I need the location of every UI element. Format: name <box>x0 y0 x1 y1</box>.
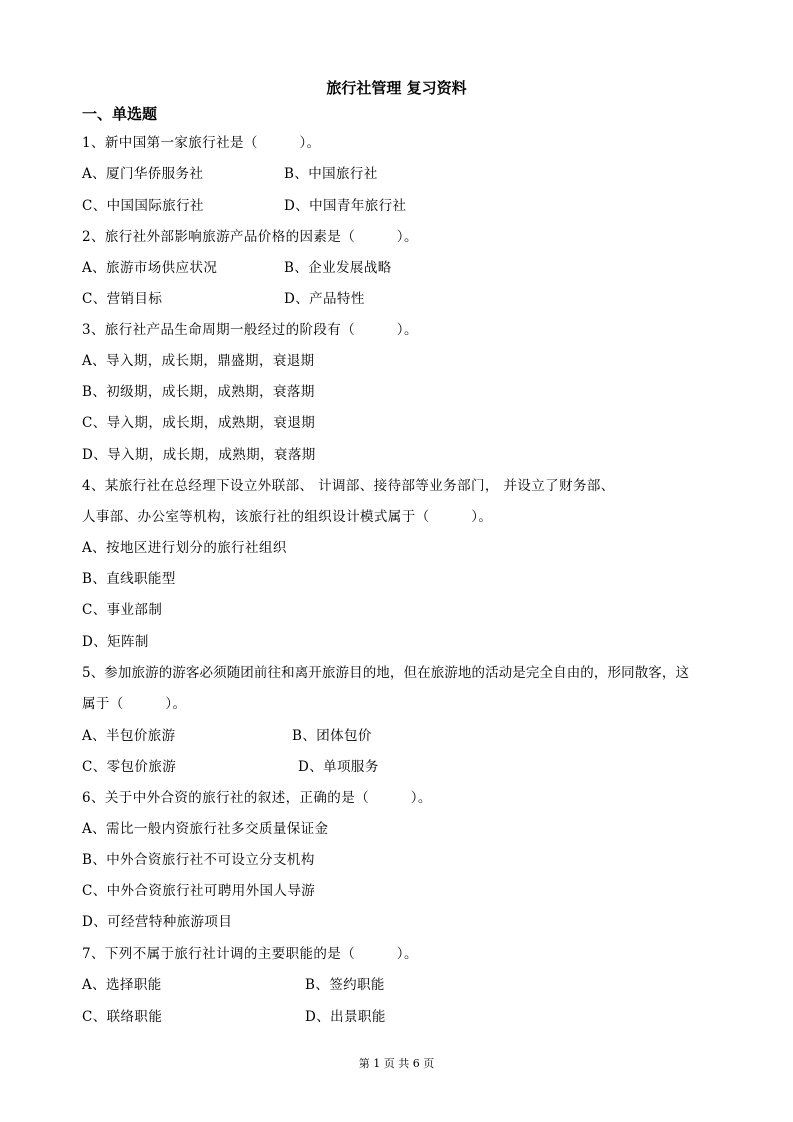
option: D、中国青年旅行社 <box>284 198 407 214</box>
section-heading: 一、单选题 <box>82 105 158 123</box>
option: C、营销目标 <box>82 291 163 307</box>
question-stem-continued: 人事部、办公室等机构，该旅行社的组织设计模式属于（ ）。 <box>82 509 493 525</box>
page-footer: 第 1 页 共 6 页 <box>358 1057 435 1070</box>
option: B、直线职能型 <box>82 571 176 587</box>
question-stem-continued: 属于（ ）。 <box>82 696 187 712</box>
question-stem: 1、新中国第一家旅行社是（ ）。 <box>82 135 321 151</box>
question-stem: 4、某旅行社在总经理下设立外联部、 计调部、接待部等业务部门， 并设立了财务部、 <box>82 478 615 494</box>
option: A、半包价旅游 <box>82 728 176 744</box>
option: D、单项服务 <box>298 759 379 775</box>
option: A、导入期，成长期，鼎盛期，衰退期 <box>82 353 315 369</box>
question-stem: 6、关于中外合资的旅行社的叙述，正确的是（ ）。 <box>82 790 432 806</box>
document-title: 旅行社管理 复习资料 <box>326 79 467 97</box>
question-stem: 2、旅行社外部影响旅游产品价格的因素是（ ）。 <box>82 229 418 245</box>
option: A、厦门华侨服务社 <box>82 166 204 182</box>
option: A、选择职能 <box>82 977 162 993</box>
question-stem: 5、参加旅游的游客必须随团前往和离开旅游目的地，但在旅游地的活动是完全自由的，形同散客，这 <box>82 665 690 681</box>
option: B、中外合资旅行社不可设立分支机构 <box>82 852 315 868</box>
option: D、导入期，成长期，成熟期，衰落期 <box>82 447 316 463</box>
option: B、团体包价 <box>292 728 372 744</box>
option: D、产品特性 <box>284 291 365 307</box>
option: B、中国旅行社 <box>284 166 378 182</box>
option: C、零包价旅游 <box>82 759 177 775</box>
option: C、中国国际旅行社 <box>82 198 204 214</box>
question-stem: 3、旅行社产品生命周期一般经过的阶段有（ ）。 <box>82 322 418 338</box>
option: A、需比一般内资旅行社多交质量保证金 <box>82 821 329 837</box>
option: A、按地区进行划分的旅行社组织 <box>82 540 287 556</box>
question-stem: 7、下列不属于旅行社计调的主要职能的是（ ）。 <box>82 946 418 962</box>
option: A、旅游市场供应状况 <box>82 260 218 276</box>
option: C、中外合资旅行社可聘用外国人导游 <box>82 883 316 899</box>
option: B、企业发展战略 <box>284 260 392 276</box>
option: D、矩阵制 <box>82 634 149 650</box>
option: C、事业部制 <box>82 602 163 618</box>
option: B、初级期，成长期，成熟期，衰落期 <box>82 384 315 400</box>
option: D、可经营特种旅游项目 <box>82 914 233 930</box>
option: D、出景职能 <box>305 1009 386 1025</box>
option: C、导入期，成长期，成熟期，衰退期 <box>82 415 316 431</box>
option: B、签约职能 <box>305 977 385 993</box>
option: C、联络职能 <box>82 1009 163 1025</box>
